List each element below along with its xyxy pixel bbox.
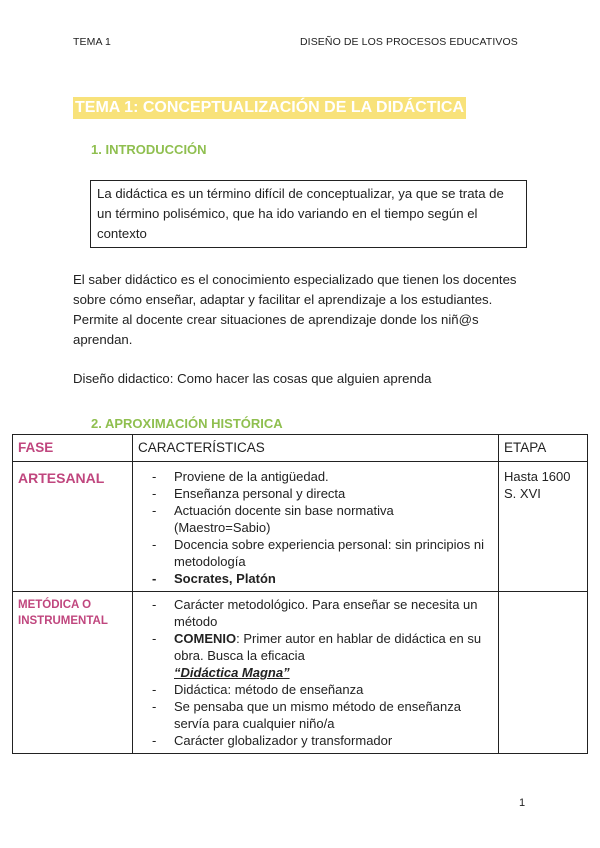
book-reference: “Didáctica Magna”: [174, 665, 290, 680]
list-item: - Se pensaba que un mismo método de enseñanza servía para cualquier niño/a: [152, 698, 493, 732]
phase-artesanal: ARTESANAL: [13, 462, 133, 592]
list-item: - Carácter globalizador y transformador: [152, 732, 493, 749]
list-item: - Actuación docente sin base normativa (Maestro=Sabio): [152, 502, 493, 536]
table-row-metodica: [13, 592, 588, 754]
header-topic: TEMA 1: [73, 36, 111, 48]
definition-box: La didáctica es un término difícil de conceptualizar, ya que se trata de un término polisémico, que ha ido variando en el tiempo según el contexto: [90, 180, 527, 248]
section-heading-history: 2. APROXIMACIÓN HISTÓRICA: [91, 416, 283, 431]
section-heading-introduction: 1. INTRODUCCIÓN: [91, 142, 207, 157]
list-item: - Enseñanza personal y directa: [152, 485, 493, 502]
history-table: [12, 434, 588, 754]
characteristics-artesanal: [133, 462, 499, 592]
paragraph-didactic-knowledge: El saber didáctico es el conocimiento especializado que tienen los docentes sobre cómo enseñar, adaptar y facilitar el aprendizaje a los estudiantes. Permite al docente crear situaciones de aprendizaje donde los niñ@s aprendan.: [73, 272, 517, 347]
list-item: [152, 630, 493, 681]
list-item: - Didáctica: método de enseñanza: [152, 681, 493, 698]
author-keyword: COMENIO: [174, 631, 237, 646]
header-course: DISEÑO DE LOS PROCESOS EDUCATIVOS: [300, 36, 518, 48]
paragraph-didactic-design: Diseño didactico: Como hacer las cosas que alguien aprenda: [73, 371, 432, 386]
phase-metodica: METÓDICA O INSTRUMENTAL: [13, 592, 133, 754]
page-title: TEMA 1: CONCEPTUALIZACIÓN DE LA DIDÁCTICA: [73, 97, 466, 119]
etapa-artesanal: [499, 462, 588, 592]
header-caracteristicas: CARACTERÍSTICAS: [133, 435, 499, 462]
etapa-metodica: [499, 592, 588, 754]
list-item: - Docencia sobre experiencia personal: sin principios ni metodología: [152, 536, 493, 570]
header-etapa: ETAPA: [499, 435, 588, 462]
page-number: 1: [519, 797, 526, 809]
header-fase: FASE: [13, 435, 133, 462]
list-item: - Proviene de la antigüedad.: [152, 468, 493, 485]
list-item: - Carácter metodológico. Para enseñar se necesita un método: [152, 596, 493, 630]
list-item: - Socrates, Platón: [152, 570, 493, 587]
table-row-artesanal: [13, 462, 588, 592]
etapa-line: Hasta 1600: [504, 469, 571, 484]
etapa-line: S. XVI: [504, 486, 541, 501]
author-description: : Primer autor en hablar de didáctica en su obra. Busca la eficacia: [174, 631, 482, 663]
characteristics-metodica: [133, 592, 499, 754]
table-header-row: [13, 435, 588, 462]
